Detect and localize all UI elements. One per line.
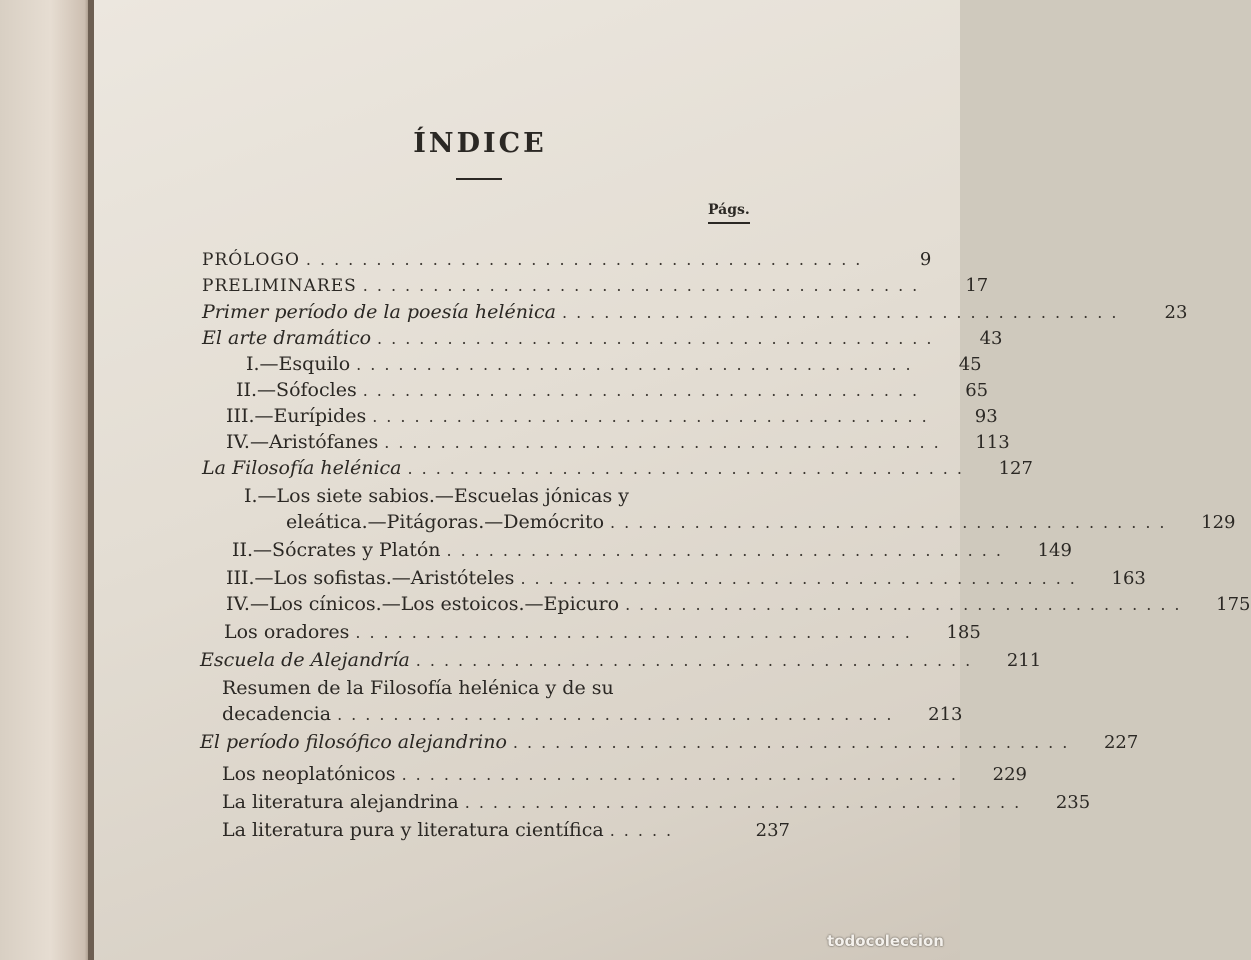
toc-entry-aristofanes	[226, 430, 1010, 455]
toc-entry-label: Escuela de Alejandría	[200, 649, 410, 671]
toc-entry-label: II.—Sócrates y Platón	[232, 539, 441, 561]
leader-dots: ........................................	[372, 407, 936, 426]
toc-entry-label: IV.—Aristófanes	[226, 431, 379, 453]
toc-entry-oradores	[224, 620, 981, 645]
leader-dots: ........................................	[362, 381, 927, 400]
page-title: ÍNDICE	[413, 128, 547, 159]
toc-entry-page: 163	[1111, 568, 1146, 589]
toc-entry-label: El período filosófico alejandrino	[200, 731, 507, 753]
leader-dots: ........................................	[625, 595, 1189, 614]
toc-entry-siete-sabios	[286, 510, 1236, 535]
leader-dots: ........................................	[610, 513, 1174, 532]
toc-entry-literatura-alejandrina	[222, 790, 1091, 815]
leader-dots: .....	[609, 821, 681, 840]
toc-entry-euripides	[226, 404, 998, 429]
toc-entry-label: II.—Sófocles	[236, 379, 357, 401]
toc-entry-page: 65	[965, 380, 989, 401]
toc-entry-page: 17	[965, 275, 989, 296]
toc-entry-page: 23	[1164, 302, 1188, 323]
toc-entry-page: 185	[946, 622, 981, 643]
toc-entry-page: 129	[1201, 512, 1236, 533]
leader-dots: ........................................	[305, 250, 870, 269]
toc-entry-filosofia-helenica	[202, 456, 1033, 481]
toc-entry-label: La literatura alejandrina	[222, 791, 459, 813]
toc-entry-cinicos	[226, 592, 1251, 617]
leader-dots: ........................................	[362, 276, 927, 295]
toc-entry-label: IV.—Los cínicos.—Los estoicos.—Epicuro	[226, 593, 620, 615]
toc-entry-resumen	[222, 702, 963, 727]
toc-entry-page: 113	[975, 432, 1010, 453]
toc-entry-page: 213	[928, 704, 963, 725]
toc-entry-socrates-platon	[232, 538, 1072, 563]
leader-dots: ........................................	[562, 303, 1126, 322]
toc-entry-sofocles	[236, 378, 989, 403]
toc-entry-preliminares	[202, 274, 989, 298]
toc-entry-page: 149	[1037, 540, 1072, 561]
toc-entry-page: 175	[1216, 594, 1251, 615]
toc-entry-esquilo	[246, 352, 982, 377]
toc-entry-label: Primer período de la poesía helénica	[202, 301, 556, 323]
toc-entry-label: Los neoplatónicos	[222, 763, 396, 785]
left-page-edge	[0, 0, 92, 960]
toc-entry-primer-periodo	[202, 300, 1188, 325]
leader-dots: ........................................	[520, 569, 1084, 588]
toc-entry-page: 45	[958, 354, 982, 375]
leader-dots: ........................................	[464, 793, 1029, 812]
toc-entry-prologo	[202, 248, 932, 272]
toc-entry-page: 127	[998, 458, 1033, 479]
leader-dots: ........................................	[337, 705, 901, 724]
toc-entry-arte-dramatico	[202, 326, 1003, 351]
toc-entry-page: 227	[1103, 732, 1139, 753]
toc-entry-page: 43	[979, 328, 1003, 349]
watermark-logo: todocoleccion	[827, 932, 944, 950]
title-rule	[456, 178, 502, 180]
leader-dots: ........................................	[401, 765, 965, 784]
toc-entry-page: 235	[1055, 792, 1091, 813]
toc-entry-label: I.—Esquilo	[246, 353, 351, 375]
toc-entry-label: decadencia	[222, 703, 332, 725]
toc-entry-label: III.—Eurípides	[226, 405, 367, 427]
toc-entry-page: 93	[974, 406, 998, 427]
toc-entry-page: 211	[1006, 650, 1042, 671]
pages-header: Págs.	[708, 202, 750, 224]
toc-entry-periodo-alejandrino	[200, 730, 1139, 755]
toc-entry-label: El arte dramático	[202, 327, 372, 349]
toc-entry-literatura-pura	[222, 818, 790, 843]
leader-dots: ........................................	[415, 651, 980, 670]
toc-entry-label: PRÓLOGO	[202, 250, 300, 270]
toc-entry-sofistas	[226, 566, 1146, 591]
toc-entry-resumen-line1: Resumen de la Filosofía helénica y de su	[222, 677, 614, 699]
toc-entry-label: eleática.—Pitágoras.—Demócrito	[286, 511, 605, 533]
leader-dots: ........................................	[355, 623, 919, 642]
leader-dots: ........................................	[384, 433, 948, 452]
toc-entry-page: 9	[919, 249, 932, 270]
toc-entry-escuela-alejandria	[200, 648, 1042, 673]
toc-entry-page: 237	[755, 820, 790, 841]
leader-dots: ........................................	[446, 541, 1010, 560]
toc-entry-page: 229	[992, 764, 1027, 785]
toc-entry-label: Los oradores	[224, 621, 350, 643]
toc-entry-siete-sabios-line1: I.—Los siete sabios.—Escuelas jónicas y	[244, 485, 630, 507]
toc-entry-neoplatonicos	[222, 762, 1027, 787]
toc-entry-label: III.—Los sofistas.—Aristóteles	[226, 567, 515, 589]
toc-entry-label: PRELIMINARES	[202, 276, 357, 296]
leader-dots: ........................................	[356, 355, 920, 374]
toc-entry-label: La literatura pura y literatura científica	[222, 819, 604, 841]
leader-dots: ........................................	[377, 329, 941, 348]
toc-entry-label: La Filosofía helénica	[202, 457, 402, 479]
leader-dots: ........................................	[512, 733, 1077, 752]
leader-dots: ........................................	[407, 459, 971, 478]
